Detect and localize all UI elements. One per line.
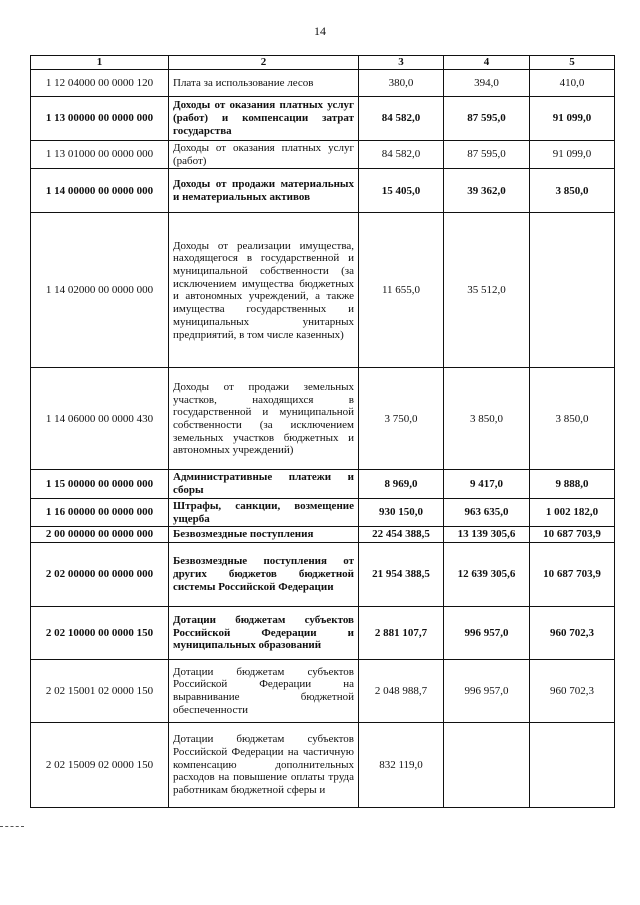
row-code: 1 13 00000 00 0000 000 <box>31 97 169 141</box>
row-value-col5: 91 099,0 <box>530 141 615 169</box>
table-row <box>31 70 615 97</box>
table-row <box>31 169 615 213</box>
row-name: Административные платежи и сборы <box>169 470 359 498</box>
row-code: 2 02 15009 02 0000 150 <box>31 722 169 807</box>
row-code: 1 15 00000 00 0000 000 <box>31 470 169 498</box>
row-code: 2 02 10000 00 0000 150 <box>31 606 169 659</box>
row-code: 1 14 06000 00 0000 430 <box>31 368 169 470</box>
row-value-col4: 87 595,0 <box>444 141 530 169</box>
table-body <box>31 70 615 808</box>
row-value-col5 <box>530 722 615 807</box>
row-value-col5: 10 687 703,9 <box>530 527 615 543</box>
row-code: 2 00 00000 00 0000 000 <box>31 527 169 543</box>
table-row <box>31 527 615 543</box>
row-code: 1 16 00000 00 0000 000 <box>31 498 169 526</box>
row-code: 1 14 00000 00 0000 000 <box>31 169 169 213</box>
row-value-col5: 410,0 <box>530 70 615 97</box>
page-number: 14 <box>314 24 326 38</box>
row-value-col4: 996 957,0 <box>444 659 530 722</box>
row-code: 1 12 04000 00 0000 120 <box>31 70 169 97</box>
row-value-col5: 9 888,0 <box>530 470 615 498</box>
row-code: 1 13 01000 00 0000 000 <box>31 141 169 169</box>
row-value-col3: 8 969,0 <box>359 470 444 498</box>
header-col-5: 5 <box>530 56 615 70</box>
row-name: Дотации бюджетам субъектов Российской Федерации на выравнивание бюджетной обеспеченности <box>169 659 359 722</box>
row-value-col4: 963 635,0 <box>444 498 530 526</box>
row-value-col4: 996 957,0 <box>444 606 530 659</box>
row-name: Дотации бюджетам субъектов Российской Федерации и муниципальных образований <box>169 606 359 659</box>
row-value-col4: 394,0 <box>444 70 530 97</box>
row-value-col4: 12 639 305,6 <box>444 542 530 606</box>
row-code: 2 02 00000 00 0000 000 <box>31 542 169 606</box>
row-value-col3: 84 582,0 <box>359 141 444 169</box>
table-header-row <box>31 56 615 70</box>
row-name: Безвозмездные поступления от других бюджетов бюджетной системы Российской Федерации <box>169 542 359 606</box>
row-value-col5: 3 850,0 <box>530 368 615 470</box>
table-row <box>31 542 615 606</box>
header-col-1: 1 <box>31 56 169 70</box>
row-value-col3: 3 750,0 <box>359 368 444 470</box>
table-row <box>31 368 615 470</box>
row-value-col5: 3 850,0 <box>530 169 615 213</box>
row-value-col3: 2 881 107,7 <box>359 606 444 659</box>
row-value-col3: 11 655,0 <box>359 213 444 368</box>
row-name: Доходы от продажи земельных участков, находящихся в государственной и муниципальной собственности (за исключением земельных участков бюджетных и автономных учреждений) <box>169 368 359 470</box>
row-name: Плата за использование лесов <box>169 70 359 97</box>
header-col-3: 3 <box>359 56 444 70</box>
row-value-col3: 832 119,0 <box>359 722 444 807</box>
row-value-col5: 960 702,3 <box>530 606 615 659</box>
row-value-col5: 10 687 703,9 <box>530 542 615 606</box>
row-name: Доходы от оказания платных услуг (работ) и компенсации затрат государства <box>169 97 359 141</box>
row-name: Штрафы, санкции, возмещение ущерба <box>169 498 359 526</box>
row-name: Доходы от реализации имущества, находящегося в государственной и муниципальной собственности (за исключением имущества бюджетных и автономных учреждений, а также имущества государственных и муниципальных унитарных предприятий, в том числе казенных) <box>169 213 359 368</box>
header-col-2: 2 <box>169 56 359 70</box>
row-value-col4: 13 139 305,6 <box>444 527 530 543</box>
row-code: 1 14 02000 00 0000 000 <box>31 213 169 368</box>
table-row <box>31 470 615 498</box>
row-value-col3: 84 582,0 <box>359 97 444 141</box>
row-value-col4: 9 417,0 <box>444 470 530 498</box>
row-value-col4: 87 595,0 <box>444 97 530 141</box>
budget-revenue-table <box>30 55 615 808</box>
row-value-col3: 380,0 <box>359 70 444 97</box>
row-value-col5: 91 099,0 <box>530 97 615 141</box>
row-value-col3: 2 048 988,7 <box>359 659 444 722</box>
row-value-col4 <box>444 722 530 807</box>
table-row <box>31 213 615 368</box>
row-value-col3: 930 150,0 <box>359 498 444 526</box>
table-row <box>31 141 615 169</box>
row-value-col3: 22 454 388,5 <box>359 527 444 543</box>
table-row <box>31 606 615 659</box>
row-value-col5 <box>530 213 615 368</box>
row-value-col4: 35 512,0 <box>444 213 530 368</box>
table-row <box>31 722 615 807</box>
header-col-4: 4 <box>444 56 530 70</box>
table-row <box>31 659 615 722</box>
row-value-col5: 1 002 182,0 <box>530 498 615 526</box>
row-value-col5: 960 702,3 <box>530 659 615 722</box>
row-name: Дотации бюджетам субъектов Российской Федерации на частичную компенсацию дополнительных расходов на повышение оплаты труда работникам бюджетной сферы и <box>169 722 359 807</box>
table-row <box>31 97 615 141</box>
row-value-col4: 39 362,0 <box>444 169 530 213</box>
row-code: 2 02 15001 02 0000 150 <box>31 659 169 722</box>
scan-edge-mark <box>0 826 24 827</box>
table-row <box>31 498 615 526</box>
row-value-col3: 15 405,0 <box>359 169 444 213</box>
row-value-col3: 21 954 388,5 <box>359 542 444 606</box>
row-name: Доходы от продажи материальных и нематериальных активов <box>169 169 359 213</box>
row-value-col4: 3 850,0 <box>444 368 530 470</box>
row-name: Доходы от оказания платных услуг (работ) <box>169 141 359 169</box>
row-name: Безвозмездные поступления <box>169 527 359 543</box>
